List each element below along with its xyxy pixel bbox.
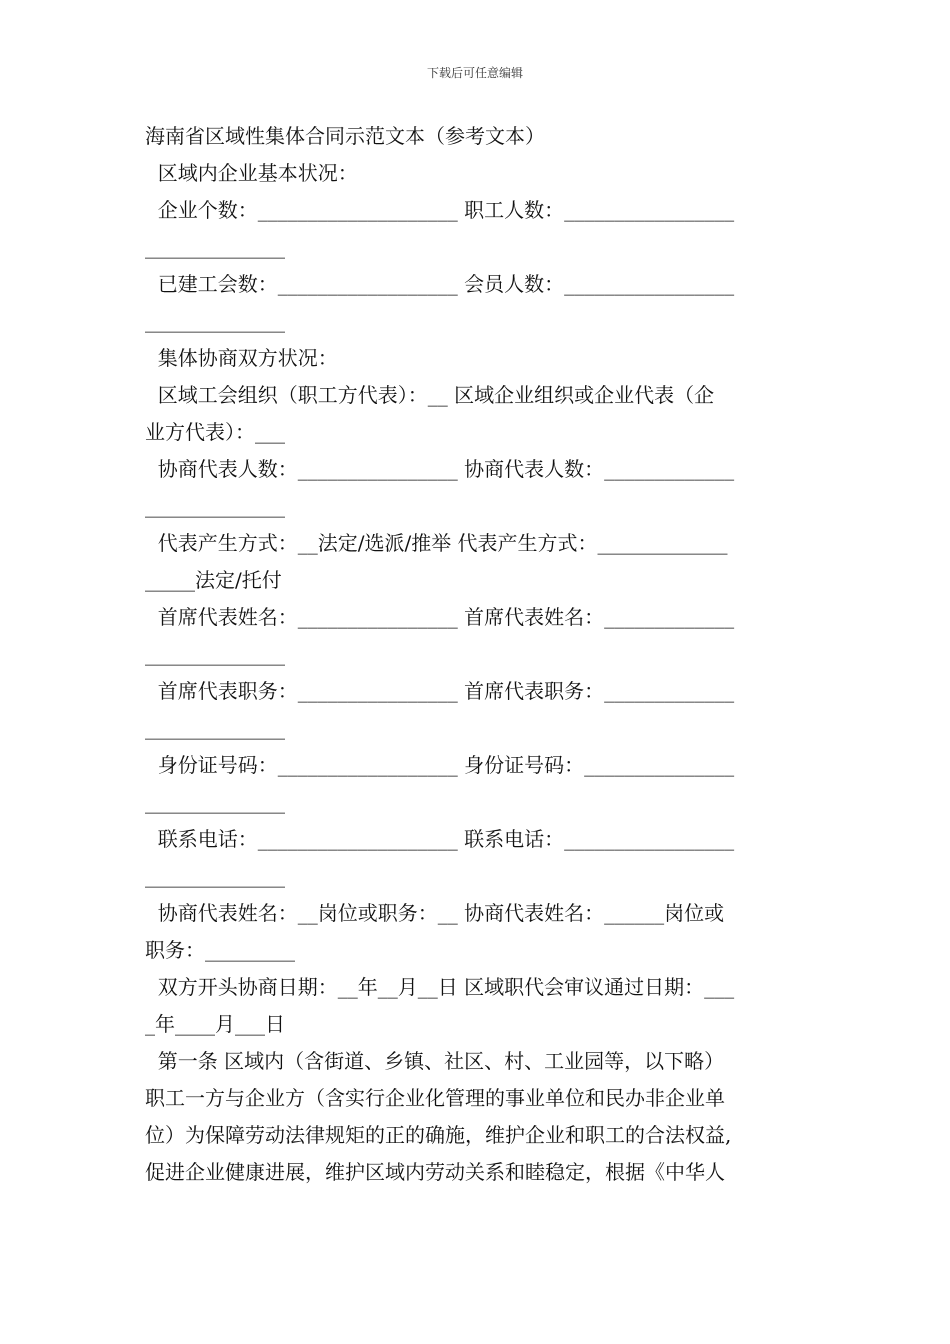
form-line: _年____月___日: [145, 1012, 285, 1036]
body-paragraph-line: 位）为保障劳动法律规矩的正的确施，维护企业和职工的合法权益,: [145, 1123, 732, 1147]
form-line: 双方开头协商日期：__年__月__日 区域职代会审议通过日期：___: [145, 975, 735, 999]
document-title: 海南省区域性集体合同示范文本（参考文本）: [145, 124, 545, 148]
page-header: 下载后可任意编辑: [426, 66, 523, 80]
form-line: ______________: [145, 716, 285, 740]
form-line: ______________: [145, 309, 285, 333]
form-line: ______________: [145, 790, 285, 814]
form-line: 首席代表姓名：________________ 首席代表姓名：_____________: [145, 605, 735, 629]
form-line: 已建工会数：__________________ 会员人数：_________________: [145, 272, 735, 296]
form-line: 业方代表）：___: [145, 420, 285, 444]
form-line: 企业个数：____________________ 职工人数：_________________: [145, 198, 735, 222]
form-line: 区域工会组织（职工方代表）：__ 区域企业组织或企业代表（企: [145, 383, 715, 407]
body-paragraph-line: 职工一方与企业方（含实行企业化管理的事业单位和民办非企业单: [145, 1086, 725, 1110]
form-line: 协商代表姓名：__岗位或职务：__ 协商代表姓名：______岗位或: [145, 901, 725, 925]
form-line: 身份证号码：__________________ 身份证号码：_______________: [145, 753, 735, 777]
form-line: 职务：_________: [145, 938, 295, 962]
section-heading: 集体协商双方状况：: [145, 346, 338, 370]
form-line: 联系电话：____________________ 联系电话：_________________: [145, 827, 735, 851]
form-line: 代表产生方式：__法定/选派/推举 代表产生方式：_____________: [145, 531, 728, 555]
form-line: ______________: [145, 494, 285, 518]
form-line: 协商代表人数：________________ 协商代表人数：_____________: [145, 457, 735, 481]
body-paragraph-line: 第一条 区域内（含街道、乡镇、社区、村、工业园等，以下略）: [145, 1049, 725, 1073]
form-line: 首席代表职务：________________ 首席代表职务：_____________: [145, 679, 735, 703]
form-line: ______________: [145, 642, 285, 666]
form-line: _____法定/托付: [145, 568, 282, 592]
body-paragraph-line: 促进企业健康进展，维护区域内劳动关系和睦稳定，根据《中华人: [145, 1160, 725, 1184]
form-line: ______________: [145, 864, 285, 888]
section-heading: 区域内企业基本状况：: [145, 161, 358, 185]
form-line: ______________: [145, 235, 285, 259]
